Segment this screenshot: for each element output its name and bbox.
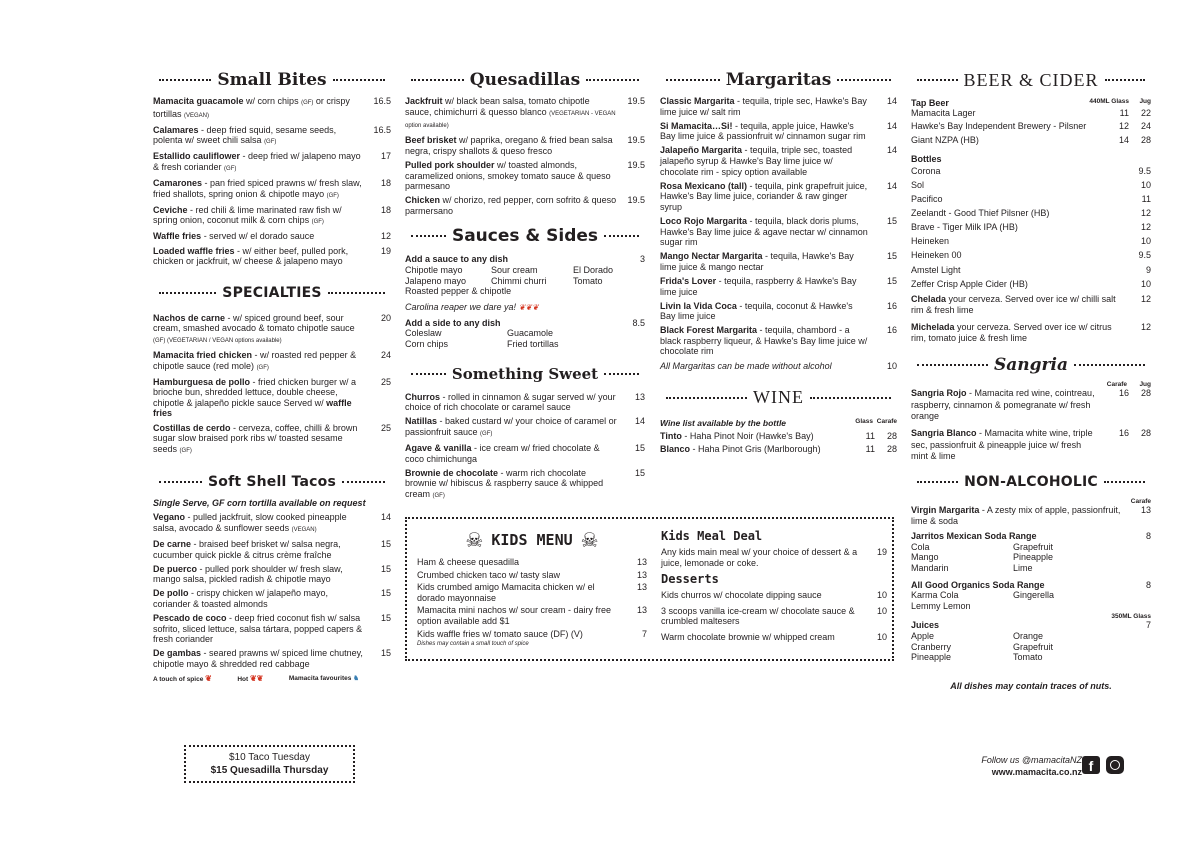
menu-item: Nachos de carne - w/ spiced ground beef, sour cream, smashed avocado & tomato chipotle sauce (GF) (VEGETARIAN / VEGAN options available) 20 xyxy=(153,312,391,344)
section-title: Margaritas xyxy=(725,70,832,90)
menu-item: De gambas - seared prawns w/ spiced lime chutney, chipotle mayo & shredded red cabbage 15 xyxy=(153,648,391,669)
margaritas-header xyxy=(660,66,897,94)
sauce-grid: Chipotle mayo Sour cream El Dorado Jalapeno mayo Chimmi churri Tomato xyxy=(405,265,614,286)
menu-item: Livin la Vida Coca - tequila, coconut & Hawke's Bay lime juice 16 xyxy=(660,300,897,322)
kids-item: Crumbed chicken taco w/ tasty slaw 13 xyxy=(417,569,647,580)
footer-social xyxy=(930,754,1130,778)
kids-title: KIDS MENU xyxy=(491,531,573,549)
menu-item: Frida's Lover - tequila, raspberry & Hawke's Bay lime juice 15 xyxy=(660,275,897,297)
section-title: Sangria xyxy=(994,355,1068,376)
section-title: Sauces & Sides xyxy=(451,226,599,247)
menu-item: Hamburguesa de pollo - fried chicken burger w/ a brioche bun, shredded lettuce, double cheese, chipotle & jalapeño pickle sauce Served w/ waffle fries 25 xyxy=(153,376,391,419)
menu-item: Mamacita fried chicken - w/ roasted red pepper & chipotle sauce (red mole) (GF) 24 xyxy=(153,350,391,371)
menu-item: Beef brisket w/ paprika, oregano & fried bean salsa negra, crispy shallots & queso fresco 19.5 xyxy=(405,135,645,156)
sauce-row: Add a sauce to any dish 3 xyxy=(405,254,645,265)
quesadillas-header xyxy=(405,66,645,94)
kids-dessert: Warm chocolate brownie w/ whipped cream 10 xyxy=(661,631,887,642)
kids-desserts-list xyxy=(661,590,887,642)
kids-item: Kids waffle fries w/ tomato sauce (DF) (V) 7 xyxy=(417,628,647,639)
bottle-item: Pacifico 11 xyxy=(911,194,1151,205)
section-title: WINE xyxy=(753,387,804,408)
menu-item: Si Mamacita…Si! - tequila, apple juice, Hawke's Bay lime juice & passionfruit w/ cinnamon sugar rim 14 xyxy=(660,120,897,142)
kids-dessert: Kids churros w/ chocolate dipping sauce 10 xyxy=(661,590,887,601)
legend-spice: A touch of spice ❦ xyxy=(153,673,212,683)
juice-head: Juices 7 xyxy=(911,620,1151,631)
kids-dessert: 3 scoops vanilla ice-cream w/ chocolate sauce & crumbled maltesers 10 xyxy=(661,605,887,627)
menu-item: Chicken w/ chorizo, red pepper, corn sofrito & queso parmersano 19.5 xyxy=(405,195,645,216)
michelada-item: Michelada your cerveza. Served over ice w/ citrus rim, tomato juice & fresh lime 12 xyxy=(911,322,1151,343)
menu-item: Pulled pork shoulder w/ toasted almonds, caramelized onions, smokey tomato sauce & queso parmesano 19.5 xyxy=(405,159,645,192)
column-3 xyxy=(660,66,897,457)
instagram-icon[interactable] xyxy=(1106,756,1124,774)
tap-head: Tap Beer 440ML Glass Jug xyxy=(911,98,1151,108)
bottle-item: Heineken 00 9.5 xyxy=(911,250,1151,261)
wine-col-head: Wine list available by the bottle Glass Carafe xyxy=(660,417,897,428)
sauces-header xyxy=(405,222,645,250)
side-row: Add a side to any dish 8.5 xyxy=(405,317,645,328)
website-link[interactable]: www.mamacita.co.nz xyxy=(991,767,1082,777)
quesadillas-list xyxy=(405,96,645,216)
spice-legend xyxy=(153,674,359,683)
kids-menu-box xyxy=(405,517,894,661)
sangria-item: Sangria Blanco - Mamacita white wine, triple sec, passionfruit & pineapple juice w/ fresh mint & lime 16 28 xyxy=(911,428,1151,461)
menu-item: De pollo - crispy chicken w/ jalapeño mayo, coriander & toasted almonds 15 xyxy=(153,588,391,609)
section-title: Something Sweet xyxy=(451,364,599,383)
wine-list xyxy=(660,431,897,456)
specialties-list xyxy=(153,313,391,457)
kids-item: Kids crumbed amigo Mamacita chicken w/ el dorado mayonnaise 13 xyxy=(417,582,647,603)
reaper-note: Carolina reaper we dare ya! ❦❦❦ xyxy=(405,301,539,312)
kids-item: Mamacita mini nachos w/ sour cream - dairy free option available add $1 13 xyxy=(417,605,647,626)
tap-item: Giant NZPA (HB) 14 28 xyxy=(911,134,1151,145)
menu-item: Waffle fries - served w/ el dorado sauce 12 xyxy=(153,231,391,242)
menu-item: Vegano - pulled jackfruit, slow cooked pineapple salsa, avocado & sunflower seeds (VEGAN) 14 xyxy=(153,512,391,533)
virgin-item: Virgin Margarita - A zesty mix of apple, passionfruit, lime & soda 13 xyxy=(911,505,1151,526)
juice-grid: Apple Orange Cranberry Grapefruit Pineapple Tomato xyxy=(911,631,1054,663)
section-title: SPECIALTIES xyxy=(222,284,322,301)
skull-icon: ☠ xyxy=(580,529,599,552)
legend-favourite: Mamacita favourites ♞ xyxy=(288,674,359,682)
menu-item: Agave & vanilla - ice cream w/ fried chocolate & coco chimichunga 15 xyxy=(405,442,645,464)
kids-footnote: Dishes may contain a small touch of spice xyxy=(417,641,529,648)
goodorg-grid: Karma Cola Gingerella Lemmy Lemon xyxy=(911,590,1055,611)
menu-item: Estallido cauliflower - deep fried w/ jalapeno mayo & fresh coriander (GF) 17 xyxy=(153,151,391,172)
nonalc-carafe-label: Carafe xyxy=(1130,498,1151,506)
tap-list xyxy=(911,108,1151,146)
wine-item: Blanco - Haha Pinot Gris (Marlborough) 11 28 xyxy=(660,443,897,454)
tacos-header xyxy=(153,468,391,496)
menu-item: Jalapeño Margarita - tequila, triple sec, toasted jalapeño syrup & Hawke's Bay lime juice w/ chocolate rim - spicy option available 14 xyxy=(660,145,897,177)
menu-item: Brownie de chocolate - warm rich chocolate brownie w/ hibiscus & raspberry sauce & whipped cream (GF) 15 xyxy=(405,467,645,499)
menu-item: Black Forest Margarita - tequila, chambord - a black raspberry liqueur, & Hawke's Bay lime juice w/ chocolate rim 16 xyxy=(660,325,897,357)
tap-item: Mamacita Lager 11 22 xyxy=(911,108,1151,118)
menu-item: De puerco - pulled pork shoulder w/ fresh slaw, mango salsa, pickled radish & chipotle mayo 15 xyxy=(153,563,391,585)
bottle-item: Sol 10 xyxy=(911,179,1151,190)
section-title: Quesadillas xyxy=(469,70,581,90)
menu-item: Mango Nectar Margarita - tequila, Hawke's Bay lime juice & mango nectar 15 xyxy=(660,251,897,272)
section-title: BEER & CIDER xyxy=(963,69,1099,90)
nonalc-list xyxy=(911,505,1151,663)
skull-icon: ☠ xyxy=(465,529,484,552)
margaritas-list xyxy=(660,96,897,357)
bottle-item: Corona 9.5 xyxy=(911,165,1151,176)
menu-item: Pescado de coco - deep fried coconut fish w/ salsa sofrito, sliced lettuce, salsa tártara, popped capers & fresh coriander 15 xyxy=(153,613,391,645)
juice-col-head: 350ML Glass xyxy=(1111,613,1151,621)
nonalc-header xyxy=(911,468,1151,496)
chelada xyxy=(911,294,1151,343)
tacos-list xyxy=(153,512,391,669)
menu-item: Ceviche - red chili & lime marinated raw fish w/ spring onion, coconut milk & corn chips (GF) 18 xyxy=(153,204,391,226)
sauce-last: Roasted pepper & chipotle xyxy=(405,286,512,297)
jarritos-grid: Cola Grapefruit Mango Pineapple Mandarin Lime xyxy=(911,541,1054,574)
sangria-item: Sangria Rojo - Mamacita red wine, cointreau, raspberry, cinnamon & pomegranate w/ fresh orange 16 28 xyxy=(911,388,1151,421)
kids-deal: Any kids main meal w/ your choice of dessert & a juice, lemonade or coke. 19 xyxy=(661,547,887,568)
section-title: Small Bites xyxy=(217,70,327,90)
bottles-head: Bottles xyxy=(911,153,942,164)
column-1 xyxy=(153,66,391,683)
menu-item: Classic Margarita - tequila, triple sec, Hawke's Bay lime juice w/ salt rim 14 xyxy=(660,96,897,117)
jarritos-head: Jarritos Mexican Soda Range 8 xyxy=(911,531,1151,542)
bottle-item: Brave - Tiger Milk IPA (HB) 12 xyxy=(911,222,1151,233)
facebook-icon[interactable]: f xyxy=(1082,756,1100,774)
promo-box xyxy=(184,745,355,783)
bottle-item: Heineken 10 xyxy=(911,236,1151,247)
goodorg-head: All Good Organics Soda Range 8 xyxy=(911,579,1151,590)
menu-item: Rosa Mexicano (tall) - tequila, pink grapefruit juice, Hawke's Bay lime juice, coriander & raw ginger syrup 14 xyxy=(660,180,897,212)
wine-header xyxy=(660,384,897,412)
kids-deal-title: Kids Meal Deal xyxy=(661,529,763,543)
sangria-list xyxy=(911,381,1151,462)
kids-item: Ham & cheese quesadilla 13 xyxy=(417,557,647,567)
wine-item: Tinto - Haha Pinot Noir (Hawke's Bay) 11 28 xyxy=(660,430,897,441)
column-4 xyxy=(911,66,1151,691)
menu-item: Loco Rojo Margarita - tequila, black doris plums, Hawke's Bay lime juice & agave nectar w/ cinnamon sugar rim 15 xyxy=(660,215,897,248)
section-title: NON-ALCOHOLIC xyxy=(964,474,1098,491)
legend-hot: Hot ❦❦ xyxy=(237,673,264,683)
kids-list xyxy=(417,557,647,639)
side-grid: Coleslaw Guacamole Corn chips Fried tortillas xyxy=(405,328,559,349)
menu-item: Costillas de cerdo - cerveza, coffee, chilli & brown sugar slow braised pork ribs w/ toasted sesame seeds (GF) 25 xyxy=(153,422,391,454)
bottle-item: Zeffer Crisp Apple Cider (HB) 10 xyxy=(911,278,1151,289)
chelada-item: Chelada your cerveza. Served over ice w/ chilli salt rim & fresh lime 12 xyxy=(911,293,1151,315)
promo-taco-tuesday: $10 Taco Tuesday xyxy=(229,752,310,763)
menu-item: Mamacita guacamole w/ corn chips (GF) or crispy tortillas (VEGAN) 16.5 xyxy=(153,96,391,119)
kids-header xyxy=(417,523,647,557)
kids-desserts-title: Desserts xyxy=(661,572,719,587)
bottle-item: Zeelandt - Good Thief Pilsner (HB) 12 xyxy=(911,208,1151,219)
section-title: Soft Shell Tacos xyxy=(207,474,337,491)
specialties-header xyxy=(153,279,391,307)
sweet-list xyxy=(405,392,645,502)
bottles-list xyxy=(911,166,1151,290)
small-bites-header xyxy=(153,66,391,94)
menu-item: Churros - rolled in cinnamon & sugar served w/ your choice of rich chocolate or caramel sauce 13 xyxy=(405,391,645,413)
sangria-col-head: Carafe Jug xyxy=(1106,381,1151,389)
menu-item: Loaded waffle fries - w/ either beef, pulled pork, chicken or jackfruit, w/ cheese & jalapeno mayo 19 xyxy=(153,245,391,267)
sweet-header xyxy=(405,360,645,388)
beer-header xyxy=(911,66,1151,94)
menu-item: De carne - braised beef brisket w/ salsa negra, cucumber quick pickle & citrus crème fraîche 15 xyxy=(153,539,391,560)
follow-text: Follow us @mamacitaNZ xyxy=(981,755,1082,765)
menu-item: Natillas - baked custard w/ your choice of caramel or passionfruit sauce (GF) 14 xyxy=(405,416,645,437)
nuts-note: All dishes may contain traces of nuts. xyxy=(950,680,1112,691)
tap-item: Hawke's Bay Independent Brewery - Pilsner 12 24 xyxy=(911,121,1151,132)
tacos-note: Single Serve, GF corn tortilla available on request xyxy=(153,498,366,509)
menu-item: Jackfruit w/ black bean salsa, tomato chipotle sauce, chimichurri & quesso blanco (VEGETARIAN - VEGAN option available) 19.5 xyxy=(405,96,645,130)
sangria-header xyxy=(911,351,1151,379)
small-bites-list xyxy=(153,96,391,267)
margaritas-note: All Margaritas can be made without alcohol 10 xyxy=(660,361,897,372)
menu-item: Calamares - deep fried squid, sesame seeds, polenta w/ sweet chili salsa (GF) 16.5 xyxy=(153,124,391,146)
menu-item: Camarones - pan fried spiced prawns w/ fresh slaw, fried shallots, spring onion & chipotle mayo (GF) 18 xyxy=(153,178,391,199)
promo-quesadilla-thursday: $15 Quesadilla Thursday xyxy=(210,765,329,776)
bottle-item: Amstel Light 9 xyxy=(911,264,1151,275)
column-2 xyxy=(405,66,645,505)
